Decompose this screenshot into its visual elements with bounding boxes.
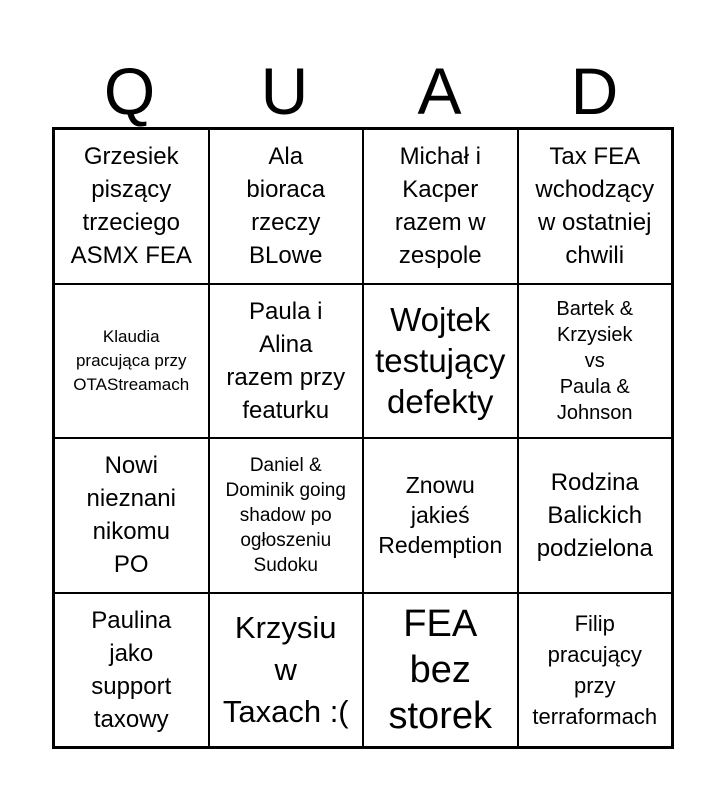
bingo-cell[interactable]	[54, 129, 209, 284]
bingo-cell[interactable]	[363, 129, 518, 284]
bingo-board	[52, 127, 674, 749]
bingo-cell[interactable]	[209, 129, 364, 284]
bingo-cell[interactable]	[363, 438, 518, 593]
bingo-cell[interactable]	[518, 438, 673, 593]
bingo-cell-text: Klaudia pracująca przy OTAStreamach	[73, 326, 190, 394]
bingo-cell-text: Nowi nieznani nikomu PO	[86, 452, 176, 579]
bingo-cell-text: Rodzina Balickich podzielona	[536, 468, 653, 562]
bingo-cell[interactable]	[54, 593, 209, 748]
bingo-cell[interactable]	[54, 284, 209, 439]
header-letter-a: A	[417, 54, 462, 128]
bingo-cell-text: Znowu jakieś Redemption	[378, 472, 503, 559]
header-letter-q: Q	[103, 54, 156, 128]
bingo-cell-text: Filip pracujący przy terraformach	[532, 610, 658, 729]
bingo-cell-text: Bartek & Krzysiek vs Paula & Johnson	[556, 297, 634, 424]
bingo-cell-text: Krzysiu w Taxach :(	[222, 609, 349, 729]
header-letter-d: D	[570, 54, 619, 128]
bingo-cell-text: Michał i Kacper razem w zespole	[394, 143, 486, 270]
bingo-cell[interactable]	[209, 593, 364, 748]
bingo-cell-text: Daniel & Dominik going shadow po ogłoszeniu Sudoku	[225, 454, 346, 576]
bingo-cell[interactable]	[209, 438, 364, 593]
bingo-cell[interactable]	[54, 438, 209, 593]
bingo-cell-text: Grzesiek piszący trzeciego ASMX FEA	[70, 143, 192, 270]
bingo-cell[interactable]	[518, 129, 673, 284]
bingo-cell[interactable]	[518, 593, 673, 748]
bingo-header	[52, 48, 672, 128]
bingo-cell[interactable]	[518, 284, 673, 439]
bingo-cell-text: Paulina jako support taxowy	[91, 606, 172, 733]
bingo-cell[interactable]	[363, 593, 518, 748]
bingo-cell-text: Ala bioraca rzeczy BLowe	[246, 143, 326, 270]
bingo-cell[interactable]	[209, 284, 364, 439]
bingo-cell-text: FEA bez storek	[388, 602, 492, 737]
header-letter-u: U	[260, 54, 309, 128]
bingo-cell[interactable]	[363, 284, 518, 439]
bingo-cell-text: Paula i Alina razem przy featurku	[226, 297, 346, 424]
bingo-cell-text: Wojtek testujący defekty	[375, 301, 506, 421]
bingo-cell-text: Tax FEA wchodzący w ostatniej chwili	[535, 143, 655, 270]
